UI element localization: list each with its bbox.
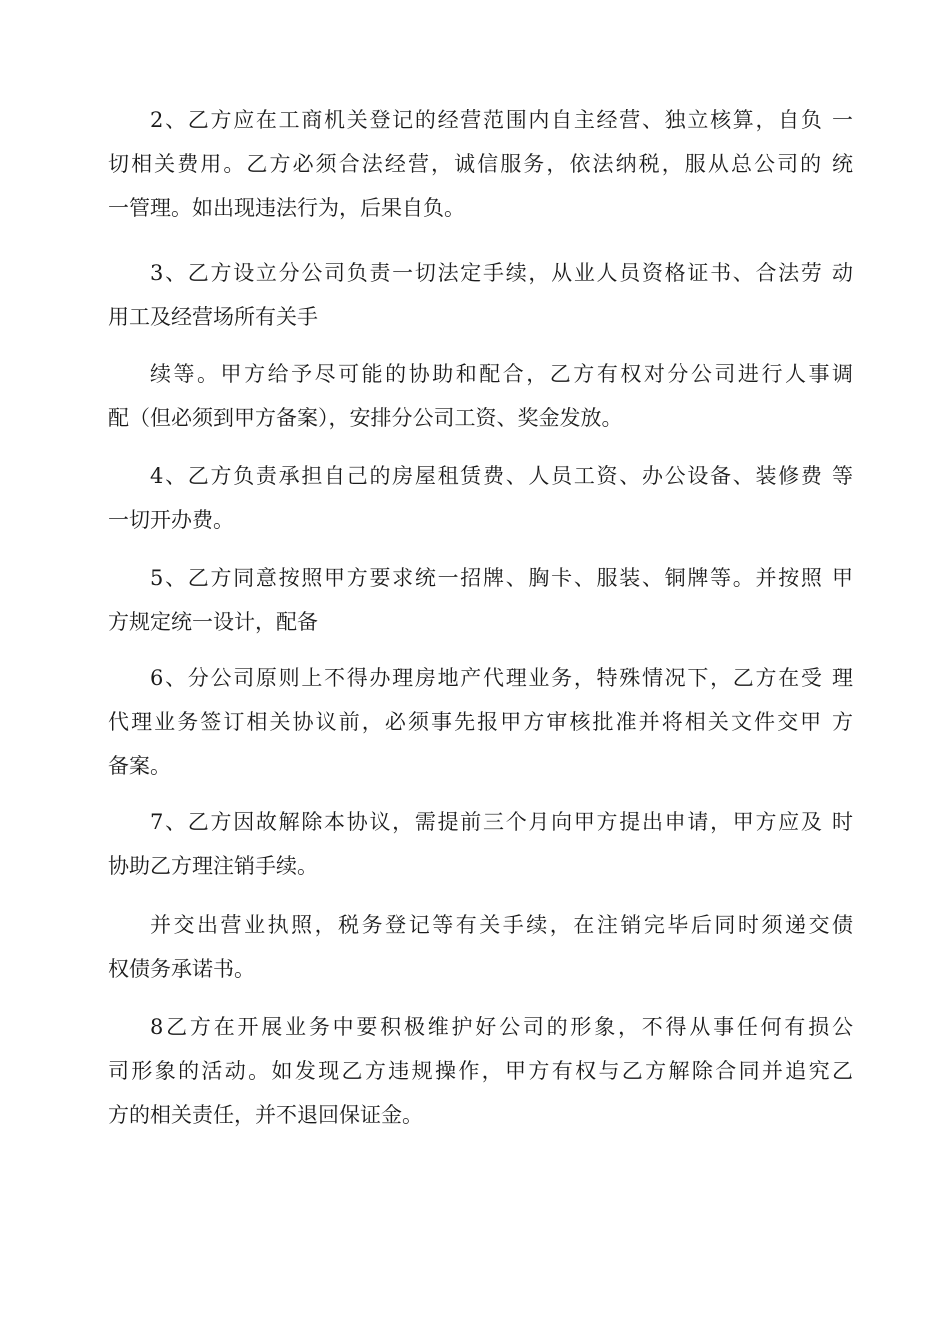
text-line: 并交出营业执照，税务登记等有关手续，在注销完毕后同时须递交债 [150, 913, 853, 937]
text-line: 配（但必须到甲方备案），安排分公司工资、奖金发放。 [108, 406, 623, 430]
text-line: 5、乙方同意按照甲方要求统一招牌、胸卡、服装、铜牌等。并按照 甲 [150, 566, 853, 590]
paragraph-clause-3-continued [108, 352, 853, 440]
text-line: 方的相关责任，并不退回保证金。 [108, 1103, 423, 1127]
text-line: 权债务承诺书。 [108, 957, 255, 981]
text-line: 6、分公司原则上不得办理房地产代理业务，特殊情况下，乙方在受 理 [150, 666, 853, 690]
text-line: 续等。甲方给予尽可能的协助和配合，乙方有权对分公司进行人事调 [150, 362, 853, 386]
paragraph-clause-6 [108, 656, 853, 788]
text-line: 备案。 [108, 754, 171, 778]
text-line: 司形象的活动。如发现乙方违规操作，甲方有权与乙方解除合同并追究乙 [108, 1059, 853, 1083]
paragraph-clause-3 [108, 251, 853, 339]
text-line: 一切开办费。 [108, 508, 234, 532]
text-line: 7、乙方因故解除本协议，需提前三个月向甲方提出申请，甲方应及 时 [150, 810, 853, 834]
text-line: 4、乙方负责承担自己的房屋租赁费、人员工资、办公设备、装修费 等 [150, 464, 853, 488]
paragraph-clause-4 [108, 454, 853, 542]
text-line: 3、乙方设立分公司负责一切法定手续，从业人员资格证书、合法劳 动 [150, 261, 853, 285]
text-line: 2、乙方应在工商机关登记的经营范围内自主经营、独立核算，自负 一 [150, 108, 853, 132]
text-line: 一管理。如出现违法行为，后果自负。 [108, 196, 465, 220]
text-line: 方规定统一设计，配备 [108, 610, 318, 634]
paragraph-clause-7-continued [108, 903, 853, 991]
paragraph-clause-7 [108, 800, 853, 888]
paragraph-clause-8 [108, 1005, 853, 1137]
paragraph-clause-2 [108, 98, 853, 230]
paragraph-clause-5 [108, 556, 853, 644]
text-line: 代理业务签订相关协议前，必须事先报甲方审核批准并将相关文件交甲 方 [108, 710, 853, 734]
text-line: 8乙方在开展业务中要积极维护好公司的形象，不得从事任何有损公 [150, 1015, 853, 1039]
text-line: 用工及经营场所有关手 [108, 305, 318, 329]
text-line: 协助乙方理注销手续。 [108, 854, 318, 878]
text-line: 切相关费用。乙方必须合法经营，诚信服务，依法纳税，服从总公司的 统 [108, 152, 853, 176]
